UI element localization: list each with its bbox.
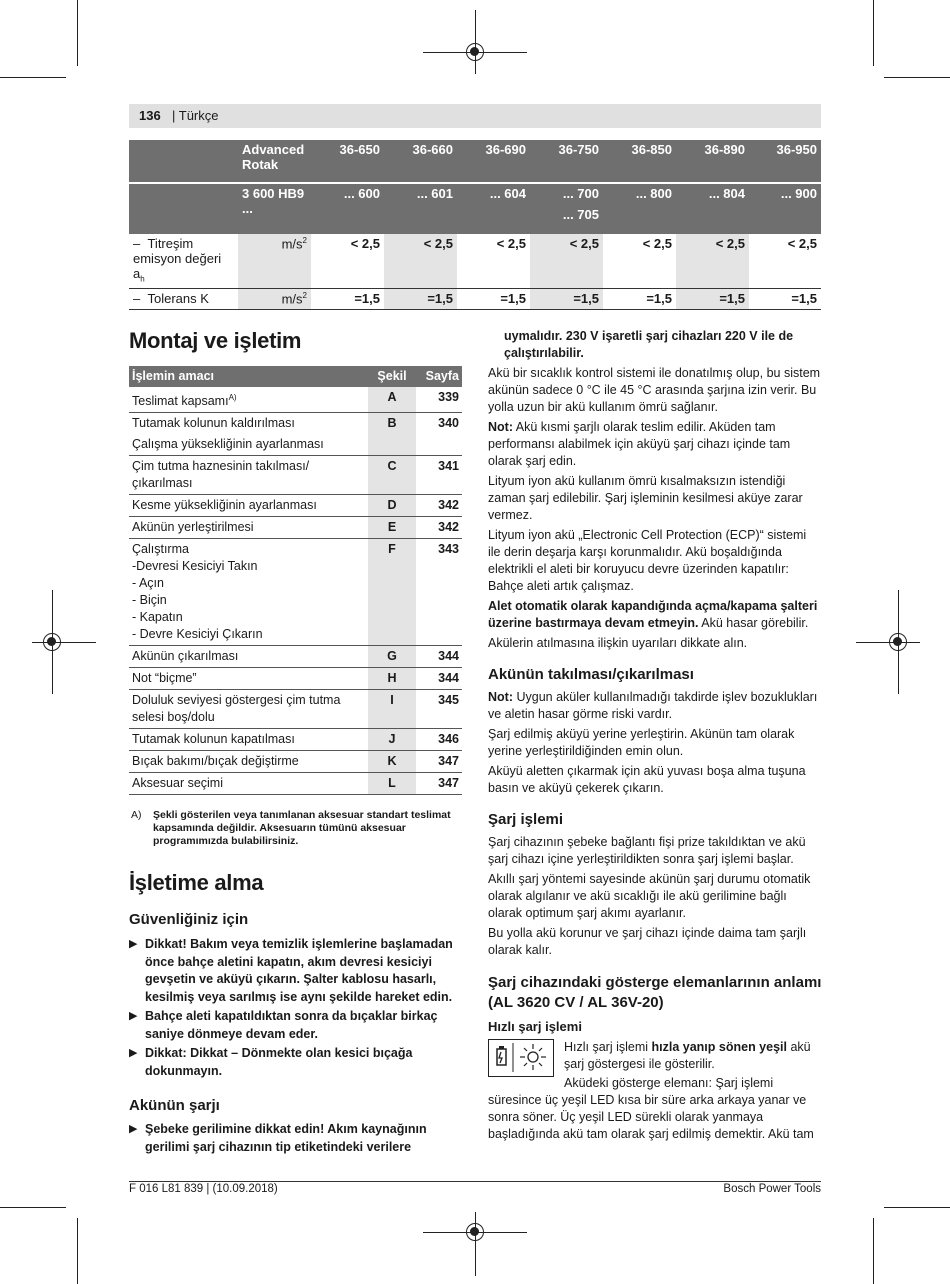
paragraph: Şarj edilmiş aküyü yerine yerleştirin. Akünün tam olarak yerine yerleştirildiğinden emin olun. [488,727,795,758]
operation-figure: D [368,495,416,517]
article-number: ... 604 [457,183,530,234]
safety-bullets [129,936,459,1080]
model-header: 36-660 [384,140,457,183]
registration-target-icon [466,43,484,61]
operation-purpose: Aksesuar seçimi [129,773,368,795]
model-header: 36-750 [530,140,603,183]
paragraph: Alet otomatik olarak kapandığında açma/kapama şalteri üzerine bastırmaya devam etmeyin. Akü hasar görebilir. [488,599,818,630]
col-purpose: İşlemin amacı [129,366,368,387]
spec-value: < 2,5 [676,234,749,289]
operation-figure: J [368,729,416,751]
page-header [129,104,821,128]
subsection-title-indicators: Şarj cihazındaki gösterge elemanlarının anlamı (AL 3620 CV / AL 36V-20) [488,974,822,1011]
operation-page: 340 [438,416,459,431]
article-label: 3 600 HB9 ... [238,183,311,234]
operation-page: 346 [416,729,462,751]
spec-value: =1,5 [530,289,603,310]
registration-target-icon [466,1223,484,1241]
spec-row-tolerance [129,289,821,310]
model-header: 36-950 [749,140,821,183]
paragraph: Şarj cihazının şebeke bağlantı fişi prize takıldıktan ve akü şarj cihazı içine yerleştirildikten sonra şarj işlemi başlar. [488,835,806,866]
article-number: ... 804 [676,183,749,234]
fast-charge-indicator-text: Aküdeki gösterge elemanı: Şarj işlemi süresince üç yeşil LED kısa bir süre arka arkaya yanar ve sonra söner. Üç yeşil LED sürekli olarak yanmaya başladığında akü tam olarak şarj edilmiş demektir. Akü tam [488,1076,814,1141]
paragraph: Not: Uygun aküler kullanılmadığı takdirde işlev bozuklukları ve aletin hasar görme riski vardır. [488,690,818,721]
spec-row-label: – Tolerans K [129,289,238,310]
crop-mark [77,1218,78,1284]
operation-page [416,434,462,456]
paragraph: Not: Akü kısmi şarjlı olarak teslim edilir. Aküden tam performansı alabilmek için aküyü şarj cihazı içinde tam olarak şarj edin. [488,420,791,468]
operation-purpose: Tutamak kolunun kaldırılması [132,416,295,431]
article-number: ... 600 [311,183,384,234]
operation-table-row [129,434,462,456]
subsection-title-safety: Güvenliğiniz için [129,911,249,928]
spec-value: < 2,5 [350,236,380,251]
operation-table-row [129,773,462,795]
article-number: ... 700 ... 705 [530,183,603,234]
model-header: 36-890 [676,140,749,183]
operation-table [129,366,462,795]
operation-page: 343 [416,539,462,646]
operation-page: 347 [416,773,462,795]
spec-value: =1,5 [311,289,384,310]
operation-table-row [129,729,462,751]
spec-row-vibration [129,234,821,289]
operation-figure: E [368,517,416,539]
operation-page: 342 [416,495,462,517]
spec-value: =1,5 [676,289,749,310]
registration-mark [475,1212,476,1276]
paragraph: Akıllı şarj yöntemi sayesinde akünün şarj durumu otomatik olarak algılanır ve akü sıcaklığı ile akü gerilimine bağlı olarak optimum şarj akımı ayarlanır. [488,872,811,920]
operation-purpose: Akünün çıkarılması [129,646,368,668]
col-figure: Şekil [368,366,416,387]
spec-unit: $m/s^2$ [238,289,311,310]
section-title-montaj: Montaj ve işletim [129,328,302,353]
fast-charge-title: Hızlı şarj işlemi [488,1019,582,1034]
charger-led-icon [488,1039,554,1077]
operation-page: 342 [416,517,462,539]
paragraph: Lityum iyon akü kullanım ömrü kısalmaksızın istendiği zaman şarj edilebilir. Şarj işleminin kesilmesi aküye zarar vermez. [488,474,803,522]
operation-page: 344 [416,646,462,668]
crop-mark [884,77,950,78]
operation-table-row [129,690,462,729]
operation-table-row [129,751,462,773]
operation-table-row [129,413,462,435]
registration-mark [475,10,476,74]
operation-purpose: Not “biçme” [129,668,368,690]
crop-mark [77,0,78,66]
paragraph: Bu yolla akü korunur ve şarj cihazı içinde daima tam şarjlı olarak kalır. [488,926,807,957]
crop-mark [873,1218,874,1284]
spec-value: < 2,5 [496,236,526,251]
paragraph: Akü bir sıcaklık kontrol sistemi ile donatılmış olup, bu sistem akünün sadece 0 °C ile 45 °C arasında şarjına izin verir. Bu yolla uzun bir akü kullanım ömrü sağlanır. [488,366,821,414]
safety-bullet: ▶ Bahçe aleti kapatıldıktan sonra da bıçaklar birkaç saniye dönmeye devam eder. [129,1008,459,1043]
model-header: 36-850 [603,140,676,183]
spec-value: < 2,5 [530,234,603,289]
registration-target-icon [43,633,61,651]
spec-row-label: – Titreşim emisyon değeri $a_h$ [133,236,222,284]
operation-purpose: Bıçak bakımı/bıçak değiştirme [129,751,368,773]
operation-purpose: Teslimat kapsamı$^{A)}$ [129,387,368,413]
operation-figure [368,434,416,456]
operation-purpose: Çalışma yüksekliğinin ayarlanması [129,434,368,456]
operation-figure: F [368,539,416,646]
charge-bullet: ▶ Şebeke gerilimine dikkat edin! Akım kaynağının gerilimi şarj cihazının tip etiketindeki verilere [129,1121,459,1156]
subsection-title-charging: Şarj işlemi [488,811,564,828]
spec-value: < 2,5 [642,236,672,251]
footnote: A) Şekli gösterilen veya tanımlanan aksesuar standart teslimat kapsamında değildir. Aksesuarın tümünü aksesuar programımızda bulabilirsiniz. [131,809,451,847]
spec-table [129,140,821,310]
charge-bullet-continued: uymalıdır. 230 V işaretli şarj cihazları 220 V ile de çalıştırılabilir. [504,329,794,360]
operation-page: 339 [416,387,462,413]
crop-mark [884,1207,950,1208]
operation-page: 347 [416,751,462,773]
operation-figure: G [368,646,416,668]
footer-rule [129,1181,821,1182]
col-page: Sayfa [416,366,462,387]
operation-page: 344 [416,668,462,690]
operation-figure: H [368,668,416,690]
operation-purpose: Çim tutma haznesinin takılması/ çıkarılması [129,456,368,495]
operation-table-row [129,668,462,690]
operation-table-row [129,495,462,517]
operation-figure: B [368,413,416,435]
operation-purpose: Kesme yüksekliğinin ayarlanması [129,495,368,517]
page-number: 136 [139,108,161,123]
operation-table-row [129,387,462,413]
operation-purpose: Doluluk seviyesi göstergesi çim tutma selesi boş/dolu [129,690,368,729]
spec-unit: $m/s^2$ [238,234,311,289]
article-number: ... 800 [603,183,676,234]
spec-value: =1,5 [603,289,676,310]
paragraph: Lityum iyon akü „Electronic Cell Protection (ECP)“ sistemi ile derin deşarja karşı korunmalıdır. Akü boşaldığında elektrikli el aleti bir koruyucu devre üzerinden kapatılır: Bahçe aleti artık çalışmaz. [488,528,807,593]
safety-bullet: ▶ Dikkat! Bakım veya temizlik işlemlerine başlamadan önce bahçe aletini kapatın, akım devresi kesiciyi gevşetin ve aküyü çıkarın. Şalter kablosu hasarlı, kesilmiş veya sarılmış ise aynı şekilde hareket edin. [129,936,459,1006]
operation-table-row [129,539,462,646]
operation-table-row [129,646,462,668]
operation-table-header [129,366,462,387]
article-number: ... 900 [749,183,821,234]
page-language: | Türkçe [172,108,219,123]
fast-charge-block [488,1039,822,1143]
model-header: 36-650 [311,140,384,183]
paragraph: Aküyü aletten çıkarmak için akü yuvası boşa alma tuşuna basın ve aküyü çekerek çıkarın. [488,764,806,795]
crop-mark [873,0,874,66]
model-label: Advanced Rotak [238,140,311,183]
spec-header-row [129,140,821,183]
subsection-title-install: Akünün takılması/çıkarılması [488,666,694,683]
section-title-isletime: İşletime alma [129,870,264,895]
operation-table-row [129,517,462,539]
safety-bullet: ▶ Dikkat: Dikkat – Dönmekte olan kesici bıçağa dokunmayın. [129,1045,459,1080]
subsection-title-charge: Akünün şarjı [129,1097,220,1114]
model-header: 36-690 [457,140,530,183]
right-column [488,328,822,1143]
spec-article-row [129,183,821,234]
registration-mark [856,642,920,643]
operation-figure: K [368,751,416,773]
operation-figure: A [368,387,416,413]
fast-charge-text: Hızlı şarj işlemi hızla yanıp sönen yeşil akü şarj göstergesi ile gösterilir. [564,1040,811,1071]
footer-doc-number: F 016 L81 839 | (10.09.2018) [129,1183,278,1195]
operation-purpose: Çalıştırma -Devresi Kesiciyi Takın - Açın - Biçin - Kapatın - Devre Kesiciyi Çıkarın [129,539,368,646]
footer-brand: Bosch Power Tools [723,1183,821,1195]
operation-figure: L [368,773,416,795]
operation-figure: C [368,456,416,495]
operation-page: 345 [416,690,462,729]
operation-purpose: Akünün yerleştirilmesi [129,517,368,539]
spec-value: =1,5 [457,289,530,310]
spec-value: =1,5 [749,289,821,310]
spec-value: < 2,5 [384,234,457,289]
operation-purpose: Tutamak kolunun kapatılması [129,729,368,751]
registration-target-icon [889,633,907,651]
spec-value: < 2,5 [787,236,817,251]
paragraph: Akülerin atılmasına ilişkin uyarıları dikkate alın. [488,636,748,650]
article-number: ... 601 [384,183,457,234]
operation-figure: I [368,690,416,729]
registration-mark [32,642,96,643]
crop-mark [0,77,66,78]
spec-value: =1,5 [384,289,457,310]
operation-page: 341 [416,456,462,495]
crop-mark [0,1207,66,1208]
operation-table-row [129,456,462,495]
